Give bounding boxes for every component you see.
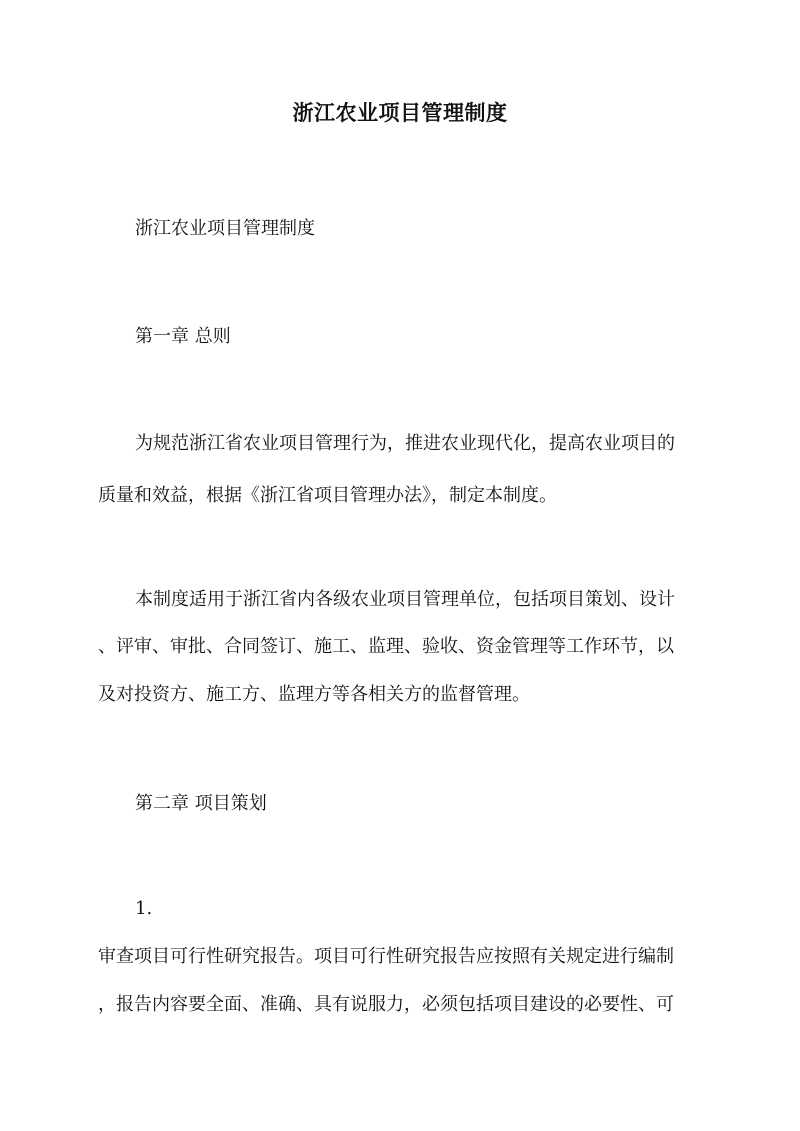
chapter-heading-1: 第一章 总则 [135,326,231,347]
paragraph-3-line-1: 审查项目可行性研究报告。项目可行性研究报告应按照有关规定进行编制 [98,946,674,967]
list-number-1: 1. [135,898,153,919]
paragraph-2-line-3: 及对投资方、施工方、监理方等各相关方的监督管理。 [98,684,530,705]
paragraph-2-line-1: 本制度适用于浙江省内各级农业项目管理单位，包括项目策划、设计 [135,589,675,610]
paragraph-1-line-2: 质量和效益，根据《浙江省项目管理办法》，制定本制度。 [98,485,557,506]
paragraph-3-line-2: ，报告内容要全面、准确、具有说服力，必须包括项目建设的必要性、可 [98,994,674,1015]
chapter-heading-2: 第二章 项目策划 [135,793,267,814]
document-title: 浙江农业项目管理制度 [292,100,508,125]
paragraph-1-line-1: 为规范浙江省农业项目管理行为，推进农业现代化，提高农业项目的 [135,433,675,454]
paragraph-2-line-2: 、评审、审批、合同签订、施工、监理、验收、资金管理等工作环节，以 [98,636,674,657]
subtitle-line: 浙江农业项目管理制度 [135,218,315,239]
